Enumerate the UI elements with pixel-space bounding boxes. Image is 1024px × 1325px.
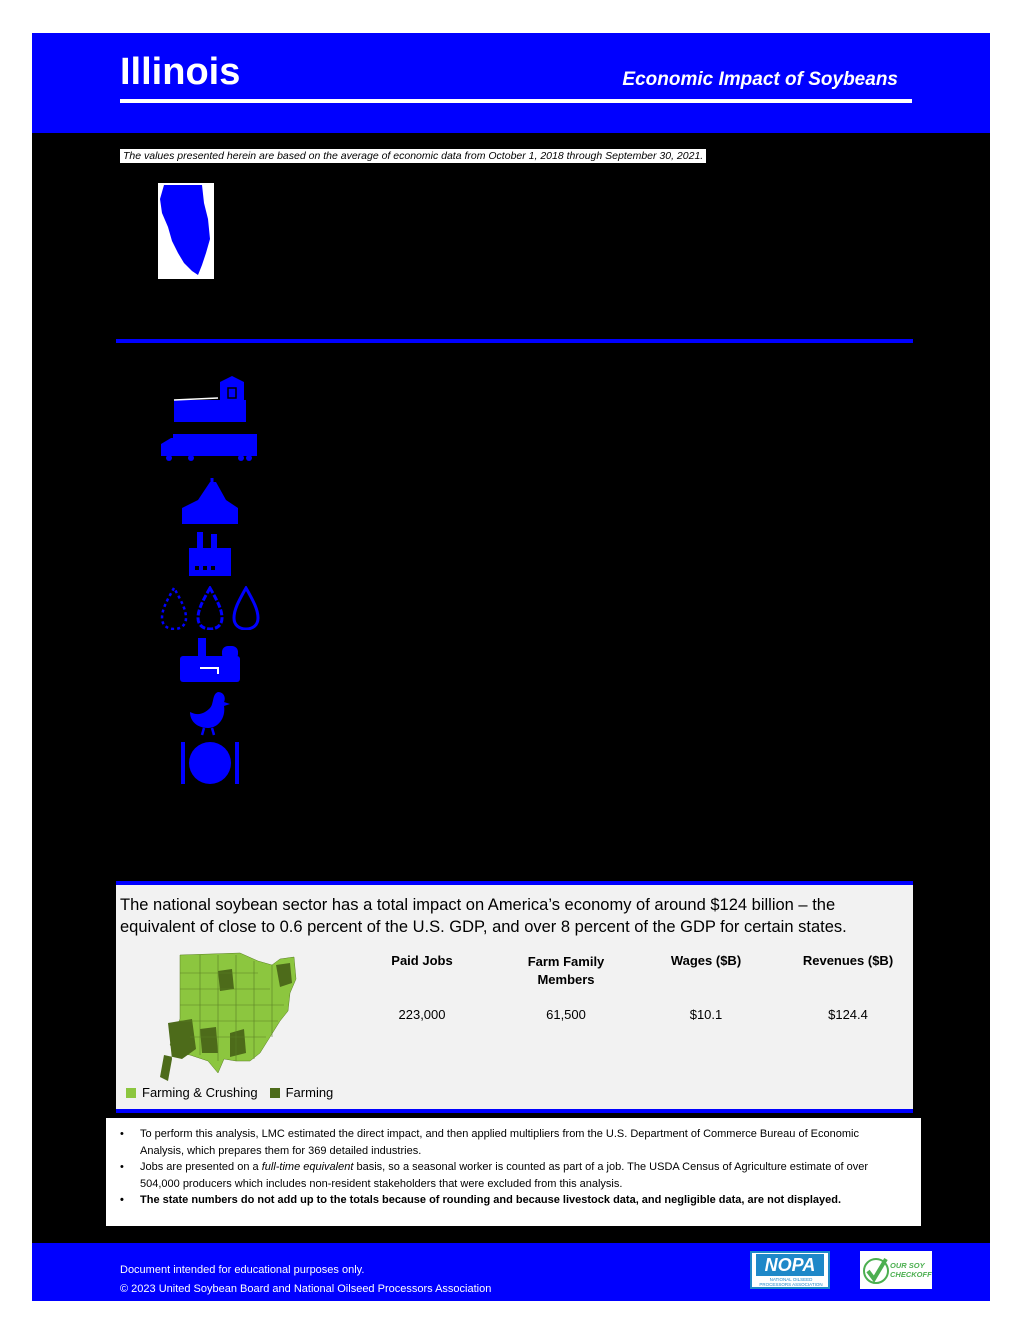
legend-swatch-farming xyxy=(270,1088,280,1098)
footer-disclaimer: Document intended for educational purposes only. xyxy=(120,1264,365,1276)
header-divider xyxy=(120,99,912,103)
oil-drops-icon xyxy=(160,586,260,630)
plate-icon xyxy=(180,740,240,786)
farm-icon xyxy=(170,376,250,424)
state-title: Illinois xyxy=(120,51,241,93)
report-subtitle: Economic Impact of Soybeans xyxy=(622,69,898,90)
legend-label-farming-crushing: Farming & Crushing xyxy=(142,1085,258,1100)
map-legend xyxy=(126,1085,333,1100)
section-divider xyxy=(116,339,913,343)
nopa-logo-subtext: NATIONAL OILSEED PROCESSORS ASSOCIATION xyxy=(759,1277,823,1287)
methodology-notes xyxy=(106,1118,921,1226)
data-period-note: The values presented herein are based on the average of economic data from October 1, 2018 through September 30, 2021. xyxy=(120,149,706,163)
legend-label-farming: Farming xyxy=(285,1085,334,1100)
stat-farm-family-label: Farm Family Members xyxy=(527,954,605,987)
footer-banner xyxy=(32,1243,990,1301)
truck-icon xyxy=(161,432,259,462)
stat-revenues-value: $124.4 xyxy=(828,1007,868,1022)
header-banner xyxy=(32,33,990,133)
stat-revenues-label: Revenues ($B) xyxy=(802,953,894,968)
grain-elevator-icon xyxy=(180,478,240,526)
national-impact-panel xyxy=(116,881,913,1113)
legend-swatch-farming-crushing xyxy=(126,1088,136,1098)
chicken-icon xyxy=(188,690,232,736)
fact-sheet-page xyxy=(32,33,990,1301)
nopa-logo-text: NOPA xyxy=(756,1254,824,1276)
stat-paid-jobs-value: 223,000 xyxy=(398,1007,446,1022)
nopa-logo xyxy=(750,1251,830,1289)
sector-icons xyxy=(160,376,260,786)
national-impact-text: The national soybean sector has a total impact on America’s economy of around $124 billion – the equivalent of close to 0.6 percent of the U.S. GDP, and over 8 percent of the GDP for certain states. xyxy=(120,896,847,936)
soy-checkoff-logo xyxy=(860,1251,932,1289)
stat-farm-family-value: 61,500 xyxy=(546,1007,586,1022)
note-bullet-2: • Jobs are presented on a full-time equivalent basis, so a seasonal worker is counted as part of a job. The USDA Census of Agriculture estimate of over 504,000 producers which includes non-resident stakeholders that were excluded from this analysis. xyxy=(120,1159,905,1192)
illinois-map xyxy=(158,183,214,279)
factory-icon xyxy=(187,532,233,578)
note-bullet-3: • The state numbers do not add up to the totals because of rounding and because livestock data, and negligible data, are not displayed. xyxy=(120,1192,905,1209)
stat-wages-value: $10.1 xyxy=(689,1007,723,1022)
note-bullet-1: • To perform this analysis, LMC estimated the direct impact, and then applied multipliers from the U.S. Department of Commerce Bureau of Economic Analysis, which prepares them for 369 detailed industries. xyxy=(120,1126,905,1159)
checkoff-logo-text: OUR SOY CHECKOFF xyxy=(890,1261,932,1279)
footer-copyright: © 2023 United Soybean Board and National Oilseed Processors Association xyxy=(120,1283,492,1295)
biodiesel-plant-icon xyxy=(178,638,242,684)
us-soybean-map xyxy=(160,949,308,1089)
stat-paid-jobs-label: Paid Jobs xyxy=(391,953,453,968)
stat-wages-label: Wages ($B) xyxy=(670,953,742,968)
